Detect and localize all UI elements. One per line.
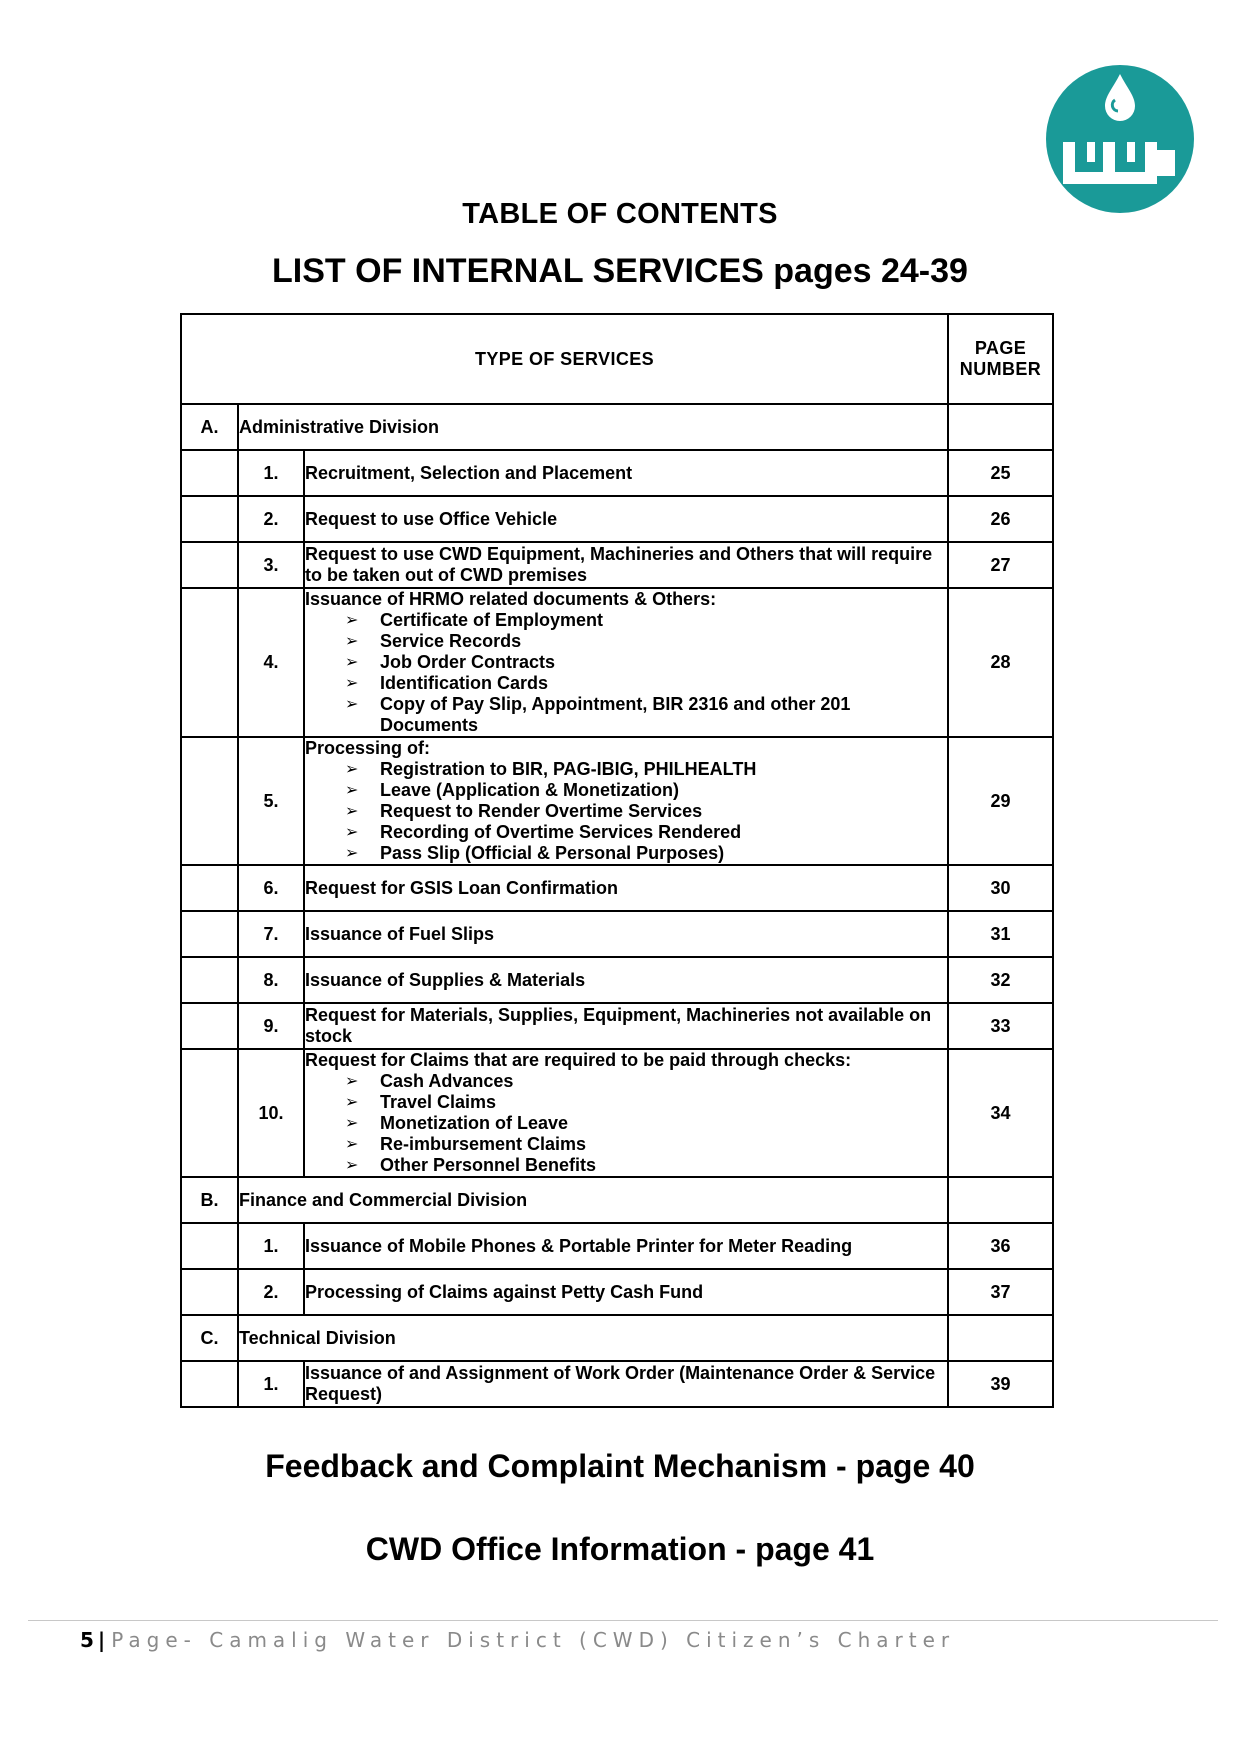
footer-divider xyxy=(28,1620,1218,1621)
bullet-text: Other Personnel Benefits xyxy=(380,1155,597,1175)
blank-cell xyxy=(181,1003,238,1049)
list-item xyxy=(345,1071,947,1092)
bullet-text: Re-imbursement Claims xyxy=(380,1134,587,1154)
service-number: 1. xyxy=(238,1361,304,1407)
table-row xyxy=(181,1269,1053,1315)
service-number: 10. xyxy=(238,1049,304,1177)
arrow-bullet-icon: ➢ xyxy=(345,633,359,650)
blank-cell xyxy=(181,737,238,865)
blank-cell xyxy=(181,1361,238,1407)
service-page: 32 xyxy=(948,957,1053,1003)
service-page: 31 xyxy=(948,911,1053,957)
service-title: Request for GSIS Loan Confirmation xyxy=(304,865,948,911)
table-row xyxy=(181,450,1053,496)
service-title: Issuance of Fuel Slips xyxy=(304,911,948,957)
bullet-text: Cash Advances xyxy=(380,1071,514,1091)
table-row xyxy=(181,911,1053,957)
service-cell xyxy=(304,588,948,737)
service-title: Issuance of HRMO related documents & Others: xyxy=(305,589,717,609)
service-page: 39 xyxy=(948,1361,1053,1407)
list-item xyxy=(345,1113,947,1134)
table-row xyxy=(181,737,1053,865)
service-number: 8. xyxy=(238,957,304,1003)
blank-cell xyxy=(181,542,238,588)
page-header-line2: NUMBER xyxy=(959,359,1042,379)
office-info-heading: CWD Office Information - page 41 xyxy=(365,1531,875,1567)
service-bullet-list xyxy=(305,1071,947,1176)
service-page: 33 xyxy=(948,1003,1053,1049)
feedback-heading: Feedback and Complaint Mechanism - page 40 xyxy=(265,1448,975,1484)
footer-separator: | xyxy=(97,1628,106,1652)
division-letter: B. xyxy=(181,1177,238,1223)
division-name: Finance and Commercial Division xyxy=(238,1177,948,1223)
list-heading: LIST OF INTERNAL SERVICES pages 24-39 xyxy=(272,252,968,290)
list-item xyxy=(345,610,947,631)
division-page-cell xyxy=(948,1315,1053,1361)
blank-cell xyxy=(181,865,238,911)
arrow-bullet-icon: ➢ xyxy=(345,696,359,713)
arrow-bullet-icon: ➢ xyxy=(345,654,359,671)
list-item xyxy=(345,673,947,694)
service-number: 1. xyxy=(238,1223,304,1269)
arrow-bullet-icon: ➢ xyxy=(345,1073,359,1090)
division-row xyxy=(181,1315,1053,1361)
blank-cell xyxy=(181,1223,238,1269)
division-name: Administrative Division xyxy=(238,404,948,450)
bullet-text: Registration to BIR, PAG-IBIG, PHILHEALTH xyxy=(380,759,757,779)
table-row xyxy=(181,542,1053,588)
table-row xyxy=(181,865,1053,911)
arrow-bullet-icon: ➢ xyxy=(345,675,359,692)
division-row xyxy=(181,1177,1053,1223)
blank-cell xyxy=(181,496,238,542)
footer-text: Page- Camalig Water District (CWD) Citizen’s Charter xyxy=(111,1628,956,1652)
service-page: 36 xyxy=(948,1223,1053,1269)
list-item xyxy=(345,1134,947,1155)
blank-cell xyxy=(181,957,238,1003)
arrow-bullet-icon: ➢ xyxy=(345,803,359,820)
list-item xyxy=(345,822,947,843)
page-number-header xyxy=(948,314,1053,404)
service-page: 30 xyxy=(948,865,1053,911)
list-item xyxy=(345,843,947,864)
service-bullet-list xyxy=(305,610,947,736)
table-row xyxy=(181,957,1053,1003)
table-row xyxy=(181,1003,1053,1049)
bullet-text: Recording of Overtime Services Rendered xyxy=(380,822,742,842)
bullet-text: Service Records xyxy=(380,631,522,651)
arrow-bullet-icon: ➢ xyxy=(345,845,359,862)
blank-cell xyxy=(181,1269,238,1315)
table-row xyxy=(181,1361,1053,1407)
service-title: Recruitment, Selection and Placement xyxy=(304,450,948,496)
service-title: Processing of Claims against Petty Cash Fund xyxy=(304,1269,948,1315)
bullet-text: Pass Slip (Official & Personal Purposes) xyxy=(380,843,725,863)
blank-cell xyxy=(181,1049,238,1177)
bullet-text: Monetization of Leave xyxy=(380,1113,569,1133)
division-page-cell xyxy=(948,404,1053,450)
arrow-bullet-icon: ➢ xyxy=(345,612,359,629)
list-item xyxy=(345,694,947,736)
list-item xyxy=(345,631,947,652)
service-page: 27 xyxy=(948,542,1053,588)
service-title: Issuance of Supplies & Materials xyxy=(304,957,948,1003)
division-letter: A. xyxy=(181,404,238,450)
division-page-cell xyxy=(948,1177,1053,1223)
arrow-bullet-icon: ➢ xyxy=(345,1094,359,1111)
bullet-text: Job Order Contracts xyxy=(380,652,556,672)
list-item xyxy=(345,1155,947,1176)
type-of-services-header: TYPE OF SERVICES xyxy=(181,314,948,404)
page-footer xyxy=(80,1628,955,1652)
service-cell xyxy=(304,1049,948,1177)
table-row xyxy=(181,1049,1053,1177)
table-row xyxy=(181,496,1053,542)
bullet-text: Travel Claims xyxy=(380,1092,497,1112)
service-number: 4. xyxy=(238,588,304,737)
service-page: 29 xyxy=(948,737,1053,865)
page-header-line1: PAGE xyxy=(974,338,1027,358)
service-number: 9. xyxy=(238,1003,304,1049)
bullet-text: Identification Cards xyxy=(380,673,549,693)
service-title: Issuance of Mobile Phones & Portable Printer for Meter Reading xyxy=(304,1223,948,1269)
service-cell xyxy=(304,737,948,865)
list-item xyxy=(345,1092,947,1113)
service-number: 7. xyxy=(238,911,304,957)
service-page: 26 xyxy=(948,496,1053,542)
bullet-text: Leave (Application & Monetization) xyxy=(380,780,680,800)
service-bullet-list xyxy=(305,759,947,864)
service-page: 25 xyxy=(948,450,1053,496)
bullet-text: Certificate of Employment xyxy=(380,610,604,630)
division-letter: C. xyxy=(181,1315,238,1361)
service-title: Request for Claims that are required to be paid through checks: xyxy=(305,1050,852,1070)
blank-cell xyxy=(181,450,238,496)
blank-cell xyxy=(181,588,238,737)
service-number: 5. xyxy=(238,737,304,865)
blank-cell xyxy=(181,911,238,957)
service-number: 1. xyxy=(238,450,304,496)
bullet-text: Copy of Pay Slip, Appointment, BIR 2316 and other 201 Documents xyxy=(380,694,851,735)
service-number: 6. xyxy=(238,865,304,911)
service-number: 2. xyxy=(238,1269,304,1315)
service-number: 3. xyxy=(238,542,304,588)
footer-page-number: 5 xyxy=(80,1628,94,1652)
division-name: Technical Division xyxy=(238,1315,948,1361)
list-item xyxy=(345,801,947,822)
service-title: Request to use CWD Equipment, Machineries and Others that will require to be taken out of CWD premises xyxy=(304,542,948,588)
table-row xyxy=(181,1223,1053,1269)
table-row xyxy=(181,588,1053,737)
services-table xyxy=(180,313,1054,1408)
bullet-text: Request to Render Overtime Services xyxy=(380,801,703,821)
service-title: Request for Materials, Supplies, Equipment, Machineries not available on stock xyxy=(304,1003,948,1049)
service-number: 2. xyxy=(238,496,304,542)
service-page: 28 xyxy=(948,588,1053,737)
service-title: Issuance of and Assignment of Work Order (Maintenance Order & Service Request) xyxy=(304,1361,948,1407)
list-item xyxy=(345,652,947,673)
arrow-bullet-icon: ➢ xyxy=(345,761,359,778)
arrow-bullet-icon: ➢ xyxy=(345,824,359,841)
table-header-row xyxy=(181,314,1053,404)
division-row xyxy=(181,404,1053,450)
list-item xyxy=(345,759,947,780)
service-page: 37 xyxy=(948,1269,1053,1315)
list-item xyxy=(345,780,947,801)
service-title: Processing of: xyxy=(305,738,431,758)
cwd-logo xyxy=(1045,64,1195,214)
arrow-bullet-icon: ➢ xyxy=(345,1157,359,1174)
arrow-bullet-icon: ➢ xyxy=(345,782,359,799)
arrow-bullet-icon: ➢ xyxy=(345,1136,359,1153)
toc-heading: TABLE OF CONTENTS xyxy=(462,198,778,230)
service-title: Request to use Office Vehicle xyxy=(304,496,948,542)
service-page: 34 xyxy=(948,1049,1053,1177)
arrow-bullet-icon: ➢ xyxy=(345,1115,359,1132)
